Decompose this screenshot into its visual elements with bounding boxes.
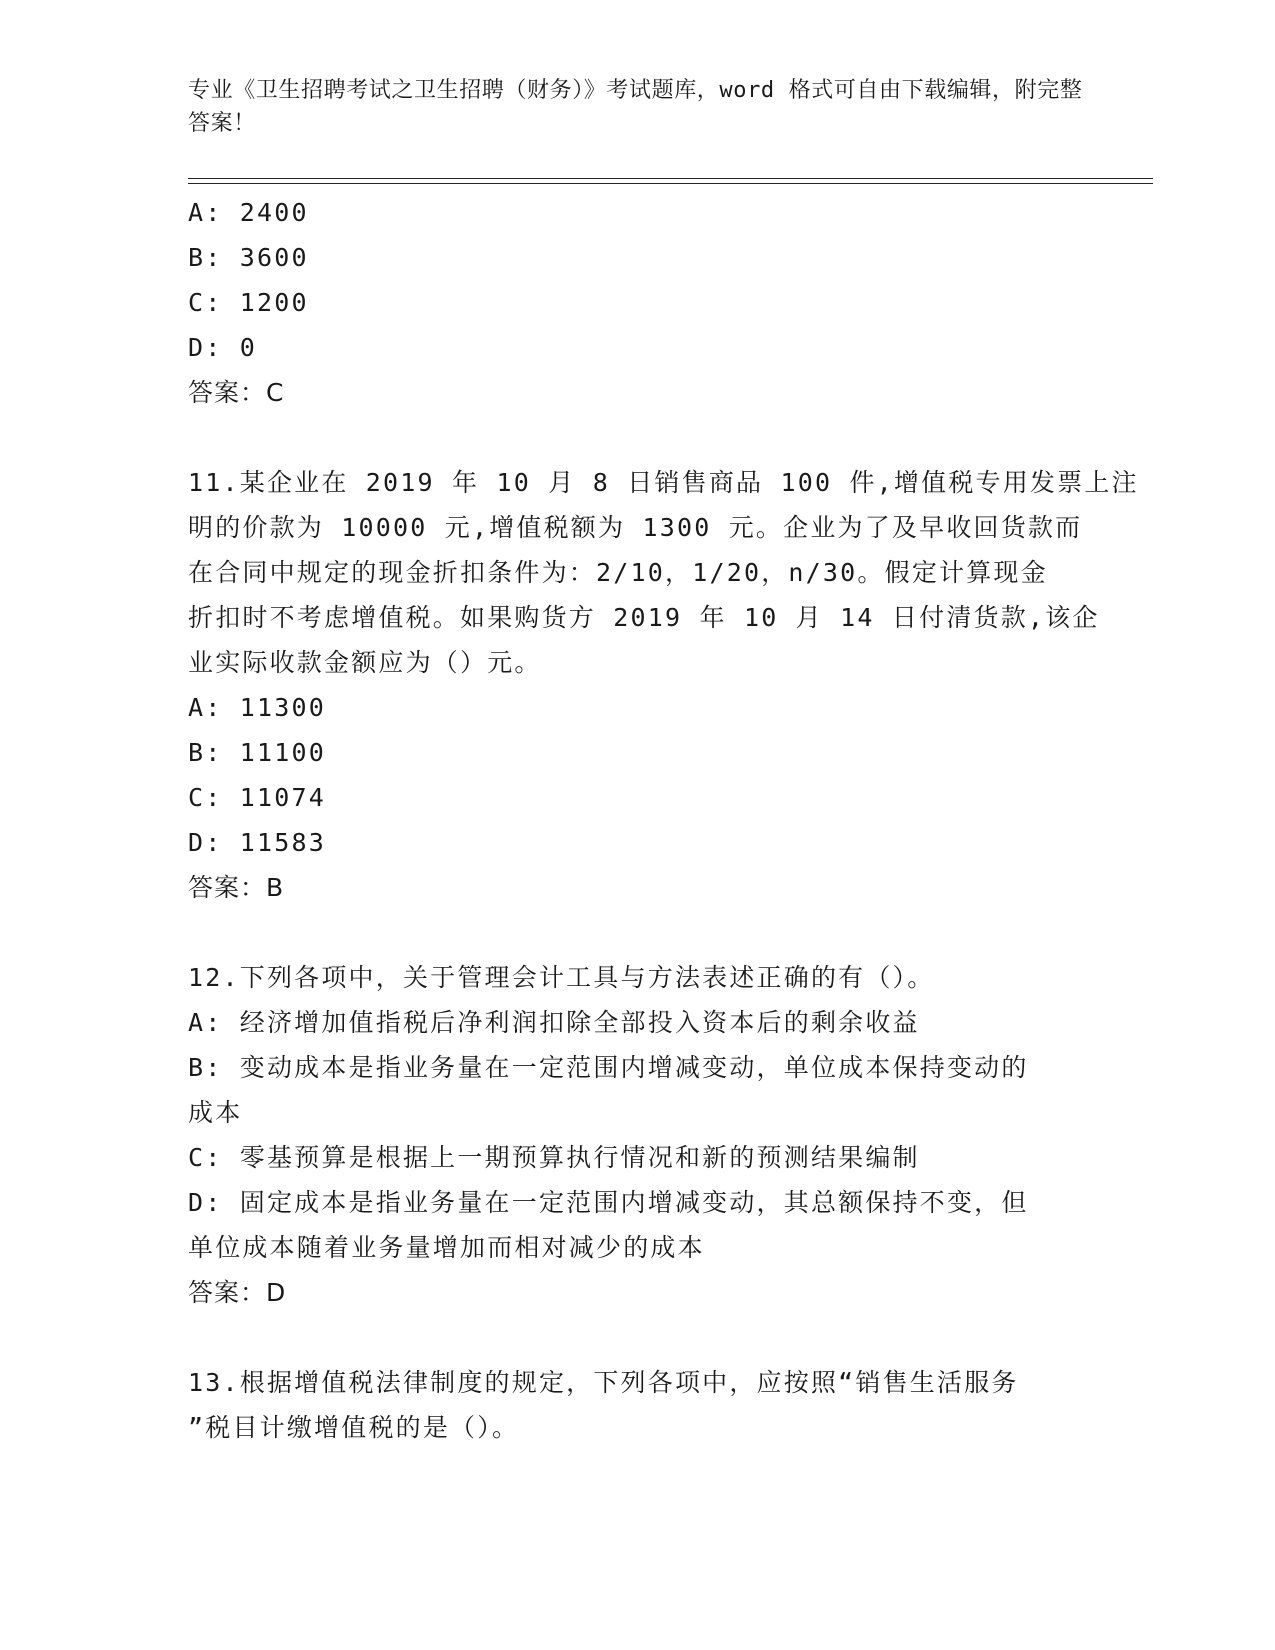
question-text-line: 12.下列各项中，关于管理会计工具与方法表述正确的有（）。 [188,963,935,992]
option-b: B: 变动成本是指业务量在一定范围内增减变动，单位成本保持变动的 [188,1053,1029,1082]
option-d: D: 11583 [188,828,327,857]
question-text-line: 13.根据增值税法律制度的规定，下列各项中，应按照“销售生活服务 [188,1368,1019,1397]
option-d: D: 固定成本是指业务量在一定范围内增减变动，其总额保持不变，但 [188,1188,1029,1217]
option-a: A: 2400 [188,198,309,227]
question-10-block [188,190,1088,415]
question-13-block [188,1360,1088,1450]
option-d: D: 0 [188,333,258,362]
question-text-line: 业实际收款金额应为（）元。 [188,648,542,677]
option-b: B: 3600 [188,243,309,272]
option-c: C: 11074 [188,783,327,812]
answer-line: 答案：D [188,1278,287,1307]
answer-line: 答案：C [188,378,285,407]
question-text-line: 明的价款为 10000 元,增值税额为 1300 元。企业为了及早收回货款而 [188,513,1083,542]
header-divider-bottom [188,183,1153,184]
header-divider-top [188,178,1153,179]
answer-line: 答案：B [188,873,285,902]
question-text-line: 11.某企业在 2019 年 10 月 8 日销售商品 100 件,增值税专用发票上注 [188,468,1139,497]
spacer [188,910,1088,955]
spacer [188,415,1088,460]
option-a: A: 经济增加值指税后净利润扣除全部投入资本后的剩余收益 [188,1008,920,1037]
question-text-line: ”税目计缴增值税的是（）。 [188,1413,520,1442]
spacer [188,1315,1088,1360]
option-b-continued: 成本 [188,1098,243,1127]
document-header: 专业《卫生招聘考试之卫生招聘（财务）》考试题库，word 格式可自由下载编辑，附完整答案！ [188,78,1083,136]
question-text-line: 折扣时不考虑增值税。如果购货方 2019 年 10 月 14 日付清货款,该企 [188,603,1100,632]
question-text-line: 在合同中规定的现金折扣条件为：2/10，1/20，n/30。假定计算现金 [188,558,1048,587]
option-c: C: 零基预算是根据上一期预算执行情况和新的预测结果编制 [188,1143,920,1172]
question-12-block [188,955,1088,1315]
question-11-block [188,460,1139,910]
option-b: B: 11100 [188,738,327,767]
option-d-continued: 单位成本随着业务量增加而相对减少的成本 [188,1233,705,1262]
option-a: A: 11300 [188,693,327,722]
question-content [188,190,1139,1450]
option-c: C: 1200 [188,288,309,317]
